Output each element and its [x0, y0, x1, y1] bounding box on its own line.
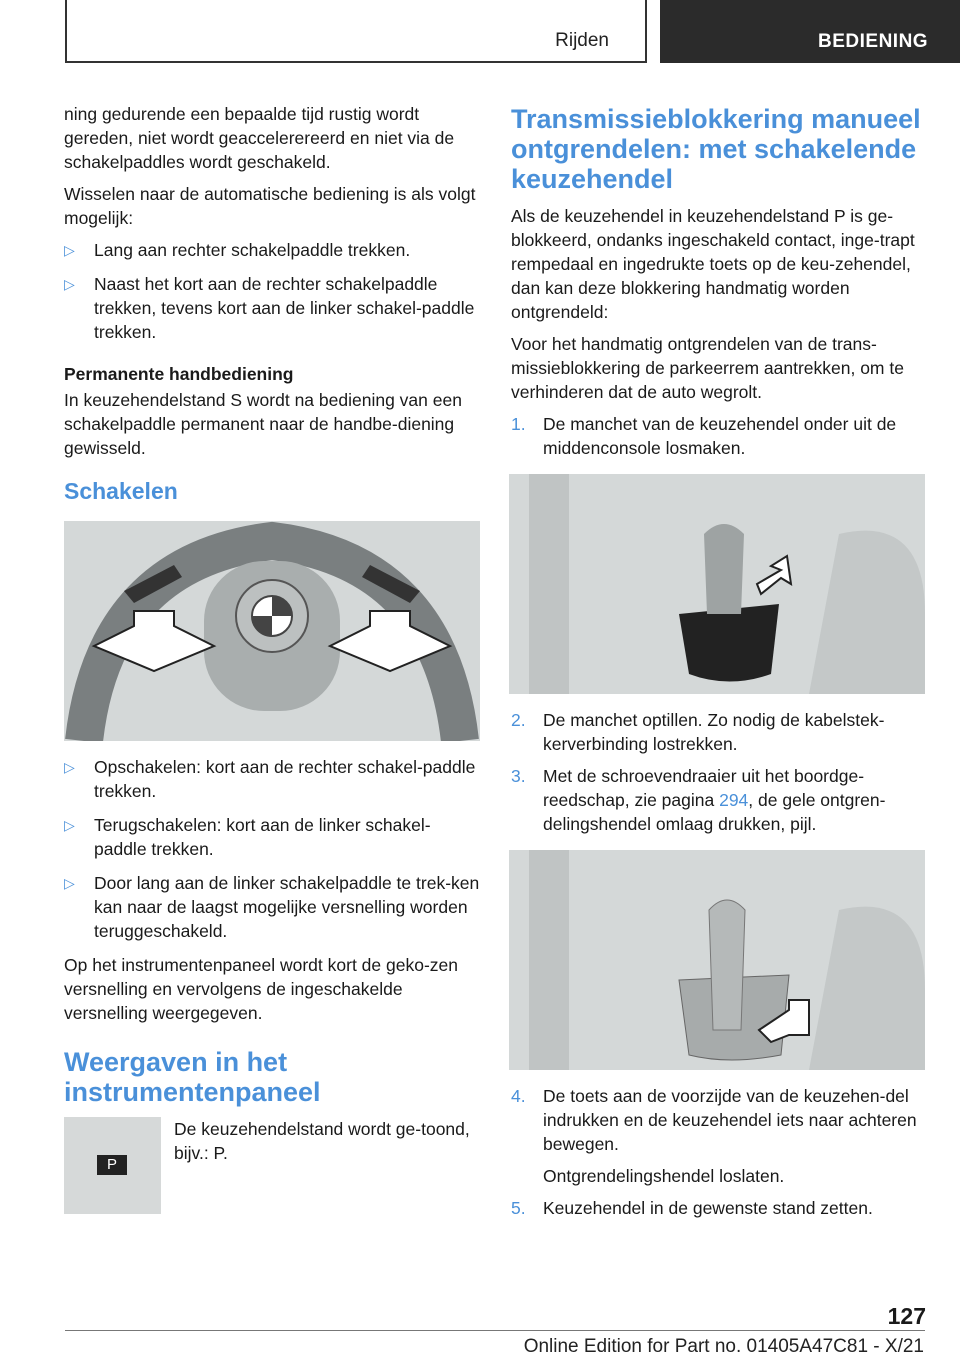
- gear-lever-image-1: [509, 474, 925, 694]
- list-item: ▷ Terugschakelen: kort aan de linker schakel‐paddle trekken.: [64, 815, 431, 859]
- triangle-bullet-icon: ▷: [64, 242, 75, 258]
- footer-edition: Online Edition for Part no. 01405A47C81 - X/21: [523, 1336, 924, 1357]
- step-item: 4. De toets aan de voorzijde van de keuzehen‐del indrukken en de keuzehendel iets naar achteren bewegen. Ontgrendelingshendel loslaten.: [511, 1086, 917, 1186]
- step-item: 5. Keuzehendel in de gewenste stand zetten.: [511, 1198, 873, 1218]
- header-box: [65, 0, 647, 63]
- section-heading-2: Weergaven in het instrumentenpaneel: [64, 1047, 321, 1107]
- list-item: ▷ Naast het kort aan de rechter schakelpaddle trekken, tevens kort aan de linker schakel‐paddle trekken.: [64, 274, 475, 342]
- triangle-bullet-icon: ▷: [64, 759, 75, 775]
- bullet-list: [64, 238, 480, 344]
- step-item: 2. De manchet optillen. Zo nodig de kabelstek‐kerverbinding lostrekken.: [511, 710, 885, 754]
- page-link[interactable]: 294: [719, 790, 749, 810]
- list-item: ▷ Door lang aan de linker schakelpaddle te trek‐ken kan naar de laagst mogelijke versnelling worden teruggeschakeld.: [64, 873, 480, 941]
- intro-paragraph-2: Wisselen naar de automatische bediening is als volgt mogelijk:: [64, 184, 476, 228]
- triangle-bullet-icon: ▷: [64, 875, 75, 891]
- footer-divider: [65, 1330, 925, 1331]
- list-item: ▷ Lang aan rechter schakelpaddle trekken.: [64, 240, 411, 260]
- page-number: 127: [887, 1303, 926, 1329]
- gear-indicator-icon: P: [97, 1155, 127, 1175]
- step-item: 1. De manchet van de keuzehendel onder uit de middenconsole losmaken.: [511, 414, 897, 458]
- steps-list: [511, 412, 927, 460]
- steps-list-2: [511, 708, 927, 836]
- list-item: ▷ Opschakelen: kort aan de rechter schakel‐paddle trekken.: [64, 757, 476, 801]
- bullet-list-2: [64, 755, 480, 943]
- left-column: [64, 102, 480, 1217]
- display-image: [64, 1117, 161, 1214]
- subheading: Permanente handbediening: [64, 364, 294, 384]
- paragraph: Als de keuzehendel in keuzehendelstand P is ge‐blokkeerd, ondanks ingeschakeld contact, inge‐trapt rempedaal en ingedrukte toets op de keu‐zehendel, dan kan deze blokkering handmatig worden ontgrendeld:: [511, 206, 915, 322]
- steering-wheel-image: [64, 521, 480, 741]
- display-paragraph: De keuzehendelstand wordt ge‐toond, bijv.: P.: [174, 1119, 470, 1163]
- paragraph: In keuzehendelstand S wordt na bediening van een schakelpaddle permanent naar de handbe‐diening gewisseld.: [64, 390, 462, 458]
- header-chapter-tab: BEDIENING: [660, 0, 960, 63]
- gear-lever-image-2: [509, 850, 925, 1070]
- header-section-title: Rijden: [555, 30, 609, 51]
- intro-paragraph: ning gedurende een bepaalde tijd rustig wordt gereden, niet wordt geaccelerereerd en niet via de schakelpaddles wordt geschakeld.: [64, 104, 455, 172]
- triangle-bullet-icon: ▷: [64, 817, 75, 833]
- step-item: 3. Met de schroevendraaier uit het boordge‐reedschap, zie pagina 294, de gele ontgren‐delingshendel omlaag drukken, pijl.: [511, 766, 886, 834]
- triangle-bullet-icon: ▷: [64, 276, 75, 292]
- right-column: [511, 104, 927, 1228]
- paragraph: Op het instrumentenpaneel wordt kort de geko‐zen versnelling en vervolgens de ingeschakelde versnelling weergegeven.: [64, 955, 458, 1023]
- section-heading: Schakelen: [64, 478, 178, 504]
- steps-list-3: [511, 1084, 927, 1220]
- section-heading: Transmissieblokkering manueel ontgrendelen: met schakelende keuzehendel: [511, 104, 921, 194]
- display-block: [64, 1117, 480, 1217]
- paragraph: Voor het handmatig ontgrendelen van de trans‐missieblokkering de parkeerrem aantrekken, om te verhinderen dat de auto wegrolt.: [511, 334, 904, 402]
